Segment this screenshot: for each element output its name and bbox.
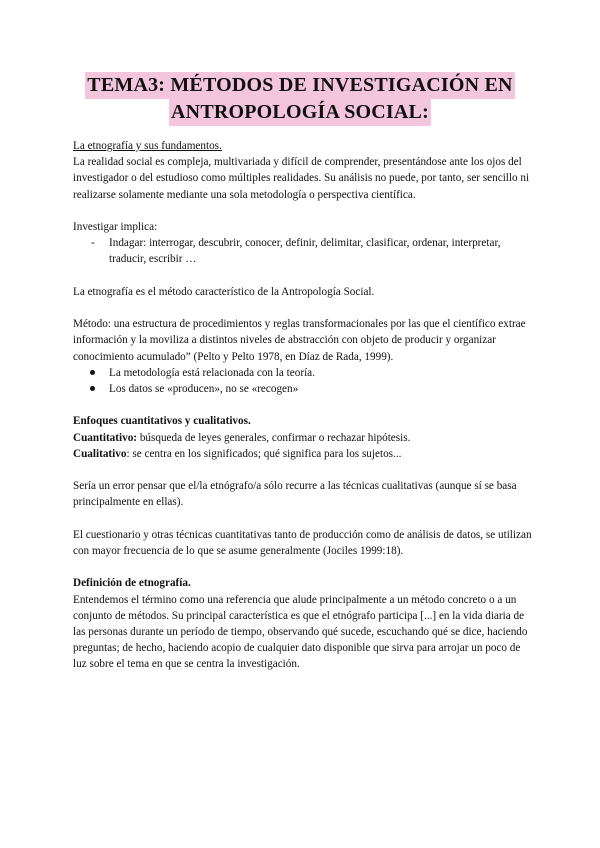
- paragraph-cualitativo: [73, 446, 535, 462]
- paragraph-error: Sería un error pensar que el/la etnógrafo/a sólo recurre a las técnicas cualitativas (aunque sí se basa principalmente en ellas).: [73, 480, 517, 509]
- list-item-text: La metodología está relacionada con la teoría.: [109, 366, 315, 379]
- title-line-1: TEMA3: MÉTODOS DE INVESTIGACIÓN EN: [85, 72, 514, 99]
- bullet-dot-icon: [90, 370, 95, 375]
- bullet-list: [73, 365, 535, 397]
- document-body: [73, 138, 535, 673]
- paragraph-metodo-definicion: Método: una estructura de procedimientos y reglas transformacionales por las que el científico extrae información y la moviliza a distintos niveles de abstracción con objeto de producir y organizar conocimiento acumulado” (Pelto y Pelto 1978, en Díaz de Rada, 1999).: [73, 318, 526, 363]
- paragraph-realidad-social: La realidad social es compleja, multivariada y difícil de comprender, presentándose ante los ojos del investigador o del estudioso como múltiples realidades. Su análisis no puede, por tanto, ser sencillo ni realizarse solamente mediante una sola metodología o perspectiva científica.: [73, 156, 530, 201]
- label-cuantitativo: Cuantitativo:: [73, 431, 138, 444]
- list-item-text: Los datos se «producen», no se «recogen»: [109, 383, 299, 395]
- section-heading-definicion: Definición de etnografía.: [73, 577, 191, 590]
- text-cualitativo: : se centra en los significados; qué significa para los sujetos...: [126, 447, 402, 460]
- section-heading-etnografia: La etnografía y sus fundamentos.: [73, 140, 222, 152]
- list-item: [73, 365, 535, 381]
- dash-list: [73, 235, 535, 267]
- paragraph-definicion: Entendemos el término como una referencia que alude principalmente a un método concreto o a un conjunto de métodos. Su principal característica es que el etnógrafo participa [...] en la vida diaria de las personas durante un período de tiempo, observando qué sucede, escuchando qué se dice, haciendo preguntas; de hecho, haciendo acopio de cualquier dato disponible que sirva para arrojar un poco de luz sobre el tema en que se centra la investigación.: [73, 593, 528, 671]
- section-heading-enfoques: Enfoques cuantitativos y cualitativos.: [73, 415, 251, 428]
- page-title: [0, 72, 600, 126]
- paragraph-cuantitativo: [73, 430, 535, 446]
- label-cualitativo: Cualitativo: [73, 447, 127, 460]
- list-dash-marker: -: [91, 237, 95, 250]
- title-line-2: ANTROPOLOGÍA SOCIAL:: [169, 99, 431, 126]
- paragraph-investigar-intro: Investigar implica:: [73, 221, 158, 233]
- list-item: [73, 235, 535, 267]
- text-cuantitativo: búsqueda de leyes generales, confirmar o rechazar hipótesis.: [137, 431, 411, 444]
- list-item: [73, 381, 535, 397]
- paragraph-cuestionario: El cuestionario y otras técnicas cuantitativas tanto de producción como de análisis de datos, se utilizan con mayor frecuencia de lo que se asume generalmente (Jociles 1999:18).: [73, 528, 532, 557]
- list-item-text: Indagar: interrogar, descubrir, conocer, definir, delimitar, clasificar, ordenar, interpretar, traducir, escribir …: [109, 237, 501, 266]
- bullet-dot-icon: [90, 386, 95, 391]
- paragraph-metodo-caracteristico: La etnografía es el método característico de la Antropología Social.: [73, 285, 375, 298]
